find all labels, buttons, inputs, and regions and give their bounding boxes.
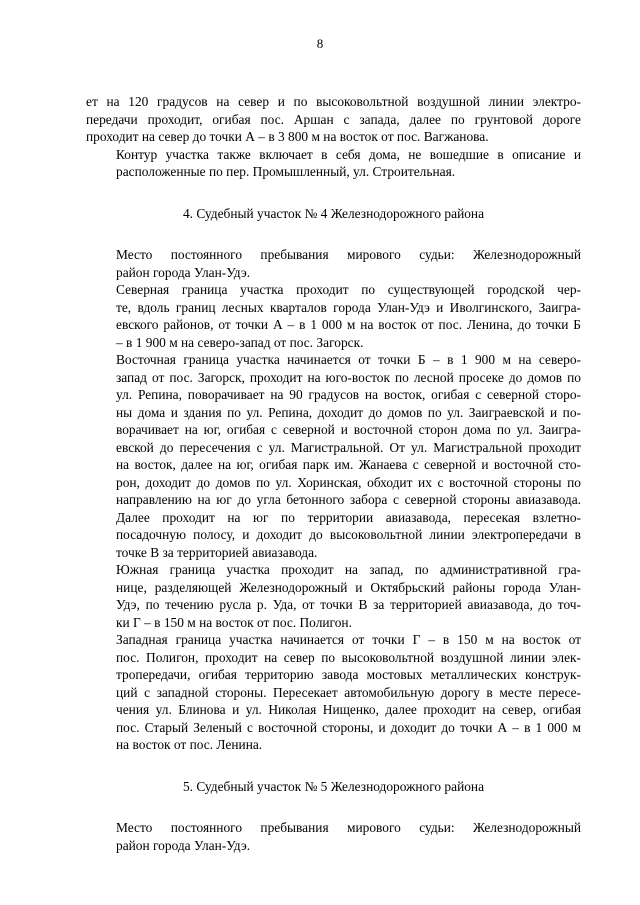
text-line: пос. Старый Зеленый с восточной стороны, и доходит до точки А – в 1 000 м	[116, 719, 581, 735]
text-line: точке В за территорией авиазавода.	[116, 544, 318, 560]
text-line: ны дома и здания по ул. Репина, доходит до домов по ул. Заиграевской и по-	[116, 404, 581, 420]
text-line: – в 1 900 м на северо-запад от пос. Загорск.	[116, 334, 364, 350]
text-line: направлению на юг до угла бетонного забора с северной стороны авиазавода.	[116, 492, 581, 507]
section-gap	[86, 795, 581, 819]
text-line: те, вдоль границ лесных кварталов города Улан-Удэ и Иволгинского, Заигра-	[116, 299, 581, 315]
document-body	[86, 93, 581, 854]
text-line: на восток от пос. Ленина.	[116, 737, 263, 752]
section-gap	[86, 222, 581, 246]
text-line: район города Улан-Удэ.	[116, 264, 251, 280]
text-line: ет на 120 градусов на север и по высоковольтной воздушной линии электро-	[86, 94, 581, 109]
text-line: передачи проходит, огибая пос. Аршан с запада, далее по грунтовой дороге	[86, 111, 581, 127]
text-line: Место постоянного пребывания мирового судьи: Железнодорожный	[116, 820, 581, 835]
paragraph	[86, 281, 581, 351]
paragraph	[86, 351, 581, 561]
text-line: ул. Репина, поворачивает на 90 градусов на восток, огибая с северной сторо-	[116, 387, 581, 402]
paragraph	[86, 631, 581, 754]
section-gap	[86, 181, 581, 205]
text-line: нице, разделяющей Железнодорожный и Октябрьский районы города Улан-	[116, 579, 581, 595]
paragraph	[86, 146, 581, 181]
text-line: ций с западной стороны. Пересекает автомобильную дорогу в месте пересе-	[116, 684, 581, 700]
text-line: евской до пересечения с ул. Магистральной. От ул. Магистральной проходит	[116, 439, 581, 455]
text-line: пос. Полигон, проходит на север по высоковольтной воздушной линии элек-	[116, 649, 581, 665]
paragraph	[86, 561, 581, 631]
text-line: на восток, далее на юг, огибая парк им. Жанаева с северной и восточной сто-	[116, 457, 581, 472]
text-line: Северная граница участка проходит по существующей городской чер-	[116, 282, 581, 297]
section-gap	[86, 754, 581, 778]
paragraph	[86, 819, 581, 854]
text-line: Южная граница участка проходит на запад, по административной гра-	[116, 562, 581, 577]
text-line: чения ул. Блинова и ул. Николая Нищенко, далее проходит на север, огибая	[116, 702, 581, 717]
section-heading: 4. Судебный участок № 4 Железнодорожного района	[182, 205, 485, 221]
text-line: посадочную полосу, и доходит до высоковольтной линии электропередачи в	[116, 527, 581, 542]
text-line: Западная граница участка начинается от точки Г – в 150 м на восток от	[116, 632, 581, 647]
text-line: район города Улан-Удэ.	[116, 837, 251, 853]
page-number: 8	[316, 36, 324, 51]
paragraph	[86, 246, 581, 281]
paragraph	[86, 93, 581, 146]
text-line: проходит на север до точки А – в 3 800 м на восток от пос. Вагжанова.	[86, 129, 489, 144]
text-line: расположенные по пер. Промышленный, ул. Строительная.	[116, 164, 456, 179]
text-line: Контур участка также включает в себя дома, не вошедшие в описание и	[116, 146, 581, 162]
text-line: Далее проходит на юг по территории авиазавода, пересекая взлетно-	[116, 509, 581, 525]
text-line: Место постоянного пребывания мирового судьи: Железнодорожный	[116, 247, 581, 262]
text-line: рон, доходит до домов по ул. Хоринская, обходит их с восточной стороны по	[116, 474, 581, 490]
text-line: Удэ, по течению русла р. Уда, от точки В за территорией авиазавода, до точ-	[116, 597, 581, 612]
text-line: евского районов, от точки А – в 1 000 м на восток от пос. Ленина, до точки Б	[116, 317, 581, 332]
section-heading: 5. Судебный участок № 5 Железнодорожного района	[182, 778, 485, 794]
text-line: ки Г – в 150 м на восток от пос. Полигон.	[116, 614, 352, 630]
text-line: запад от пос. Загорск, проходит на юго-восток по лесной просеке до домов по	[116, 369, 581, 385]
text-line: Восточная граница участка начинается от точки Б – в 1 900 м на северо-	[116, 352, 581, 367]
text-line: тропередачи, огибая территорию завода мостовых металлических конструк-	[116, 667, 581, 682]
text-line: ворачивает на юг, огибая с северной и восточной сторон дома по ул. Заигра-	[116, 422, 581, 437]
